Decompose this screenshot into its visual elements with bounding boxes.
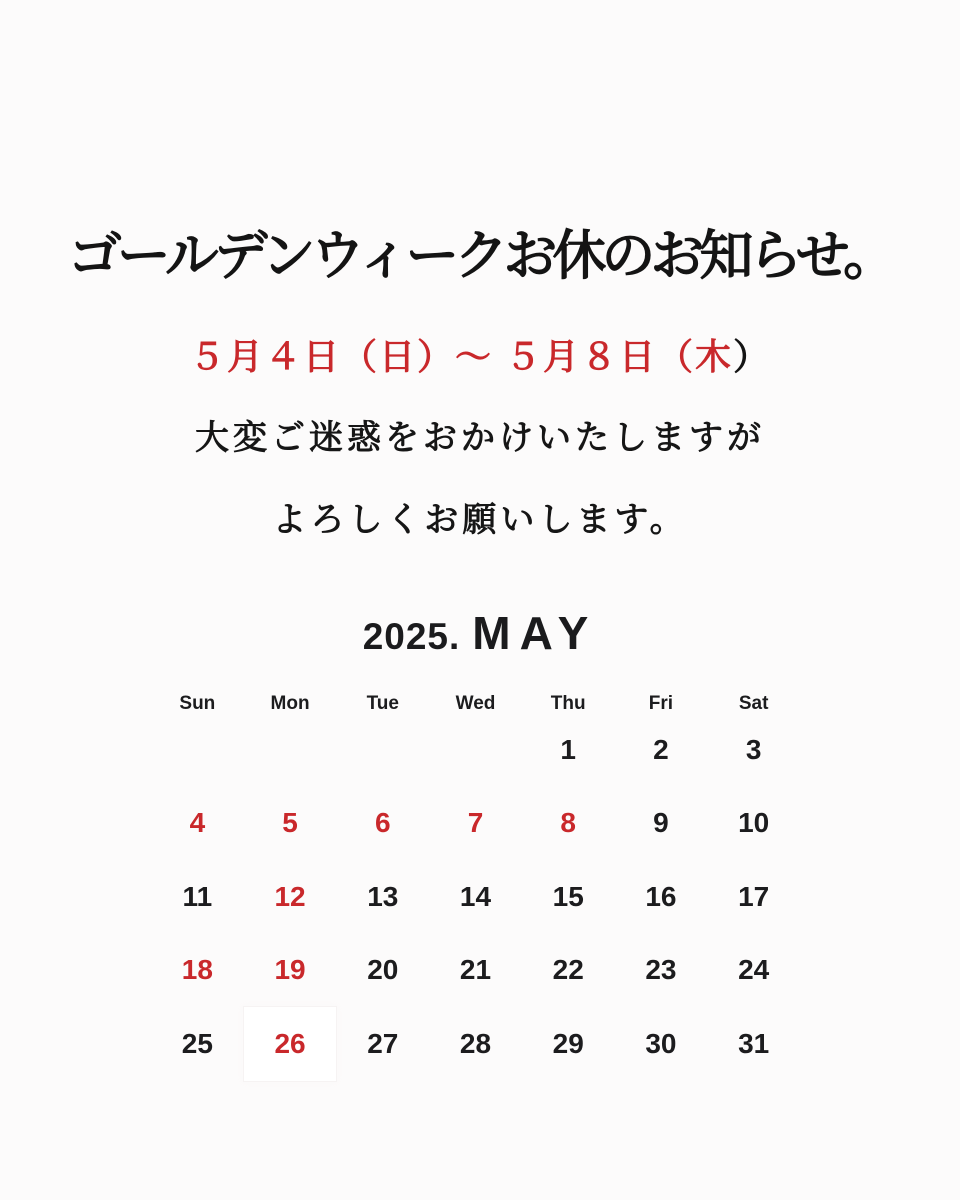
calendar-day-13: 13 <box>367 880 399 912</box>
calendar-day-30: 30 <box>645 1027 677 1059</box>
calendar-day-20: 20 <box>367 954 399 986</box>
calendar-day-25: 25 <box>181 1027 213 1059</box>
weekday-header-tue: Tue <box>366 693 399 714</box>
calendar-day-5: 5 <box>282 807 298 839</box>
calendar-day-19: 19 <box>274 954 306 986</box>
calendar-day-29: 29 <box>552 1027 584 1059</box>
calendar-day-28: 28 <box>459 1027 492 1059</box>
calendar-day-9: 9 <box>653 807 669 839</box>
calendar-day-22: 22 <box>552 954 584 986</box>
calendar-day-23: 23 <box>645 954 677 986</box>
calendar-day-3: 3 <box>745 733 762 765</box>
weekday-header-thu: Thu <box>550 693 586 714</box>
calendar-day-1: 1 <box>560 733 576 765</box>
closure-period-line <box>0 335 960 379</box>
calendar-day-24: 24 <box>738 954 770 986</box>
calendar-day-16: 16 <box>645 880 677 912</box>
calendar-title <box>0 607 960 671</box>
weekday-header-mon: Mon <box>270 693 310 714</box>
calendar-year-label: 2025. <box>362 616 461 657</box>
calendar-day-empty <box>336 713 429 787</box>
apology-message-line: 大変ご迷惑をおかけいたしますが <box>195 419 765 457</box>
calendar-day-10: 10 <box>738 807 770 839</box>
calendar-day-empty <box>151 713 244 787</box>
calendar-day-2: 2 <box>653 733 669 765</box>
calendar-day-14: 14 <box>459 880 492 912</box>
calendar-day-31: 31 <box>738 1027 770 1059</box>
weekday-header-fri: Fri <box>648 693 674 714</box>
calendar-day-11: 11 <box>182 880 213 912</box>
closure-period-closing-paren: ） <box>733 336 772 377</box>
closure-period-dates: ５月４日（日）～ ５月８日（木 <box>188 336 733 377</box>
calendar-day-7: 7 <box>467 807 484 839</box>
calendar-day-empty <box>429 713 522 787</box>
calendar-day-12: 12 <box>274 880 306 912</box>
calendar-day-27: 27 <box>367 1027 399 1059</box>
calendar-day-6: 6 <box>374 807 391 839</box>
calendar-day-8: 8 <box>560 807 576 839</box>
calendar-day-21: 21 <box>459 954 492 986</box>
calendar-day-17: 17 <box>738 880 770 912</box>
thanks-message-line: よろしくお願いします。 <box>272 501 688 539</box>
calendar-day-4: 4 <box>189 807 206 839</box>
calendar-date-grid <box>151 713 800 1081</box>
weekday-header-sun: Sun <box>179 693 216 714</box>
calendar-day-26: 26 <box>244 1007 337 1081</box>
calendar-month-label: MAY <box>472 607 598 659</box>
weekday-header-wed: Wed <box>455 693 496 714</box>
calendar-day-empty <box>244 713 337 787</box>
calendar-day-15: 15 <box>552 880 584 912</box>
weekday-header-sat: Sat <box>738 693 769 714</box>
calendar-day-18: 18 <box>181 954 213 986</box>
notice-title: ゴールデンウィークお休のお知らせ。 <box>67 226 893 286</box>
